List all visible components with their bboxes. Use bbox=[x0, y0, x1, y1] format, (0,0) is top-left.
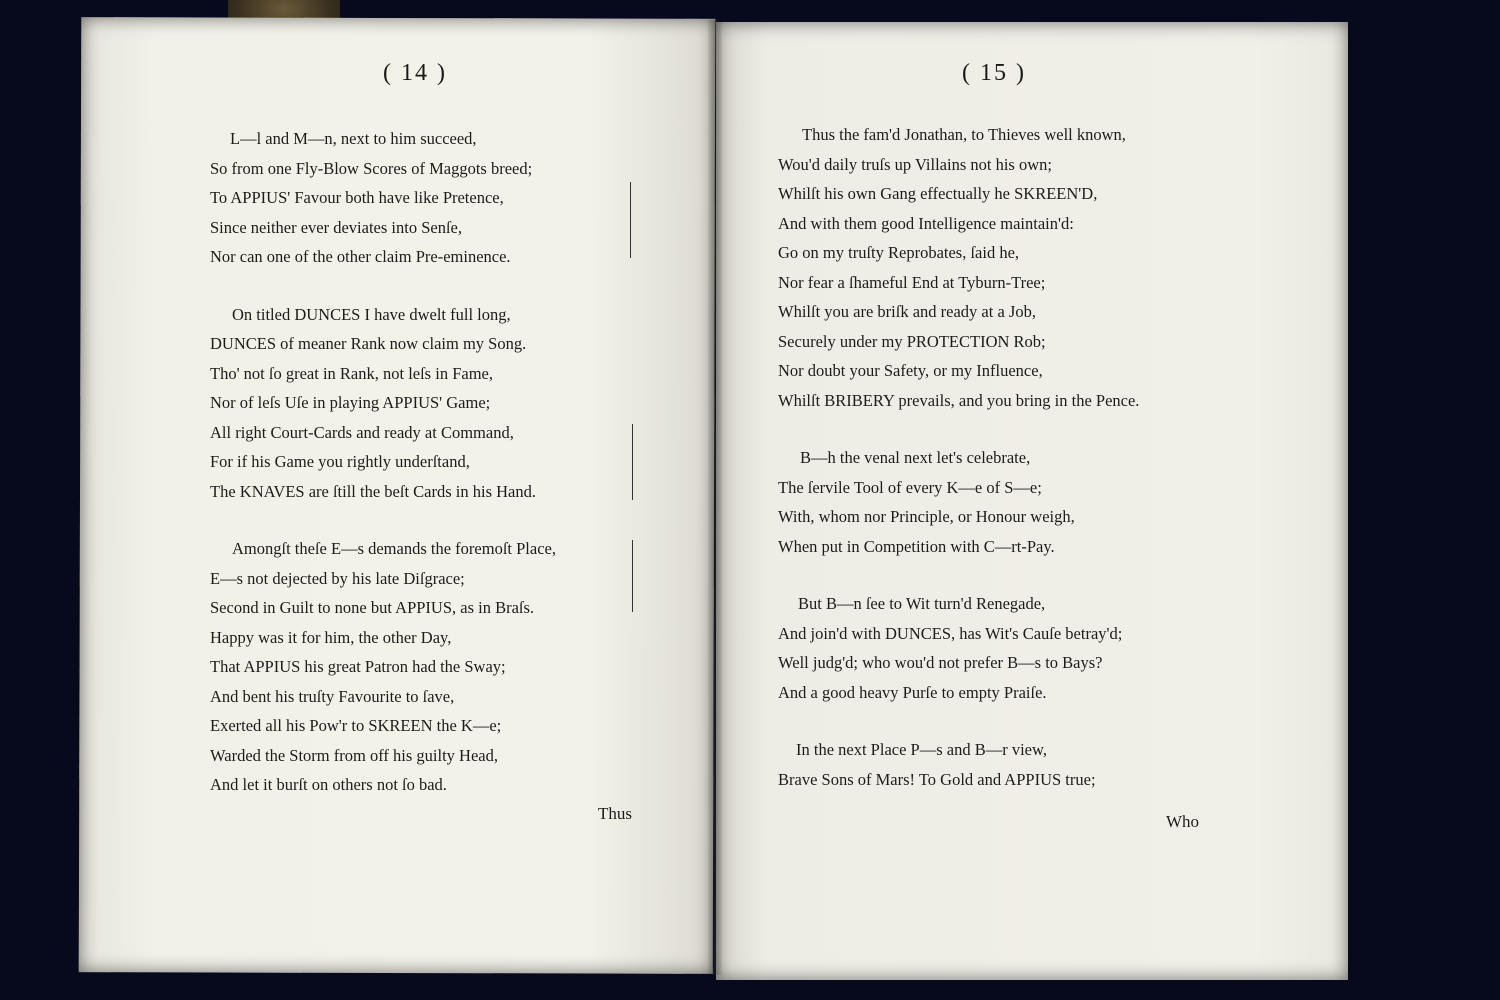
triplet-bracket bbox=[630, 182, 634, 258]
verse-line: And with them good Intelligence maintain'd: bbox=[778, 213, 1074, 233]
verse-line: Wou'd daily truſs up Villains not his own; bbox=[778, 154, 1052, 174]
verse-line: The KNAVES are ſtill the beſt Cards in his Hand. bbox=[210, 481, 536, 501]
verse-line: And join'd with DUNCES, has Wit's Cauſe betray'd; bbox=[778, 623, 1123, 643]
verse-line: On titled DUNCES I have dwelt full long, bbox=[232, 304, 511, 324]
verse-line: Whilſt his own Gang effectually he SKREEN'D, bbox=[778, 184, 1098, 203]
stanza-break bbox=[210, 506, 556, 534]
verse-line: Nor fear a ſhameful End at Tyburn-Tree; bbox=[778, 272, 1046, 292]
right-page-number: ( 15 ) bbox=[962, 60, 1026, 86]
verse-line: DUNCES of meaner Rank now claim my Song. bbox=[210, 334, 527, 353]
verse-line: And a good heavy Purſe to empty Praiſe. bbox=[778, 682, 1047, 702]
verse-line: And bent his truſty Favourite to ſave, bbox=[210, 686, 455, 706]
verse-line: Nor doubt your Safety, or my Influence, bbox=[778, 361, 1043, 380]
verse-line: Tho' not ſo great in Rank, not leſs in Fame, bbox=[210, 363, 493, 383]
stanza-break bbox=[210, 272, 556, 300]
right-page-text bbox=[778, 120, 1139, 794]
verse-line: Whilſt BRIBERY prevails, and you bring in the Pence. bbox=[778, 390, 1140, 410]
verse-line: Securely under my PROTECTION Rob; bbox=[778, 331, 1046, 351]
catchword: Thus bbox=[598, 804, 632, 823]
left-page-number: ( 14 ) bbox=[383, 60, 447, 86]
verse-line: Go on my truſty Reprobates, ſaid he, bbox=[778, 243, 1020, 262]
catchword: Who bbox=[1166, 812, 1200, 831]
verse-line: Nor of leſs Uſe in playing APPIUS' Game; bbox=[210, 393, 491, 412]
verse-line: The ſervile Tool of every K—e of S—e; bbox=[778, 477, 1042, 497]
verse-line: And let it burſt on others not ſo bad. bbox=[210, 775, 447, 794]
verse-line: B—h the venal next let's celebrate, bbox=[800, 448, 1031, 467]
book-gutter bbox=[708, 20, 722, 975]
verse-line: For if his Game you rightly underſtand, bbox=[210, 452, 470, 471]
verse-line: Warded the Storm from off his guilty Head, bbox=[210, 745, 498, 765]
verse-line: Second in Guilt to none but APPIUS, as in Braſs. bbox=[210, 598, 535, 617]
verse-line: Since neither ever deviates into Senſe, bbox=[210, 217, 462, 237]
verse-line: But B—n ſee to Wit turn'd Renegade, bbox=[798, 594, 1046, 613]
verse-line: L—l and M—n, next to him succeed, bbox=[230, 129, 477, 148]
verse-line: Exerted all his Pow'r to SKREEN the K—e; bbox=[210, 716, 502, 735]
stanza-break bbox=[778, 415, 1139, 443]
left-page-text bbox=[210, 124, 556, 800]
verse-line: In the next Place P—s and B—r view, bbox=[796, 740, 1047, 759]
verse-line: So from one Fly-Blow Scores of Maggots breed; bbox=[210, 158, 533, 178]
verse-line: When put in Competition with C—rt-Pay. bbox=[778, 536, 1055, 556]
verse-line: E—s not dejected by his late Diſgrace; bbox=[210, 568, 465, 588]
verse-line: Well judg'd; who wou'd not prefer B—s to Bays? bbox=[778, 653, 1103, 672]
verse-line: All right Court-Cards and ready at Command, bbox=[210, 422, 514, 442]
triplet-bracket bbox=[632, 424, 636, 500]
verse-line: Amongſt theſe E—s demands the foremoſt Place, bbox=[232, 539, 556, 558]
verse-line: With, whom nor Principle, or Honour weigh, bbox=[778, 507, 1075, 526]
stanza-break bbox=[778, 707, 1139, 735]
verse-line: That APPIUS his great Patron had the Sway; bbox=[210, 657, 506, 676]
verse-line: To APPIUS' Favour both have like Pretence, bbox=[210, 188, 504, 207]
verse-line: Nor can one of the other claim Pre-eminence. bbox=[210, 247, 511, 266]
verse-line: Happy was it for him, the other Day, bbox=[210, 627, 452, 647]
verse-line: Whilſt you are briſk and ready at a Job, bbox=[778, 302, 1036, 321]
stanza-break bbox=[778, 561, 1139, 589]
verse-line: Thus the fam'd Jonathan, to Thieves well known, bbox=[802, 125, 1126, 144]
triplet-bracket bbox=[632, 540, 636, 612]
verse-line: Brave Sons of Mars! To Gold and APPIUS true; bbox=[778, 769, 1096, 789]
